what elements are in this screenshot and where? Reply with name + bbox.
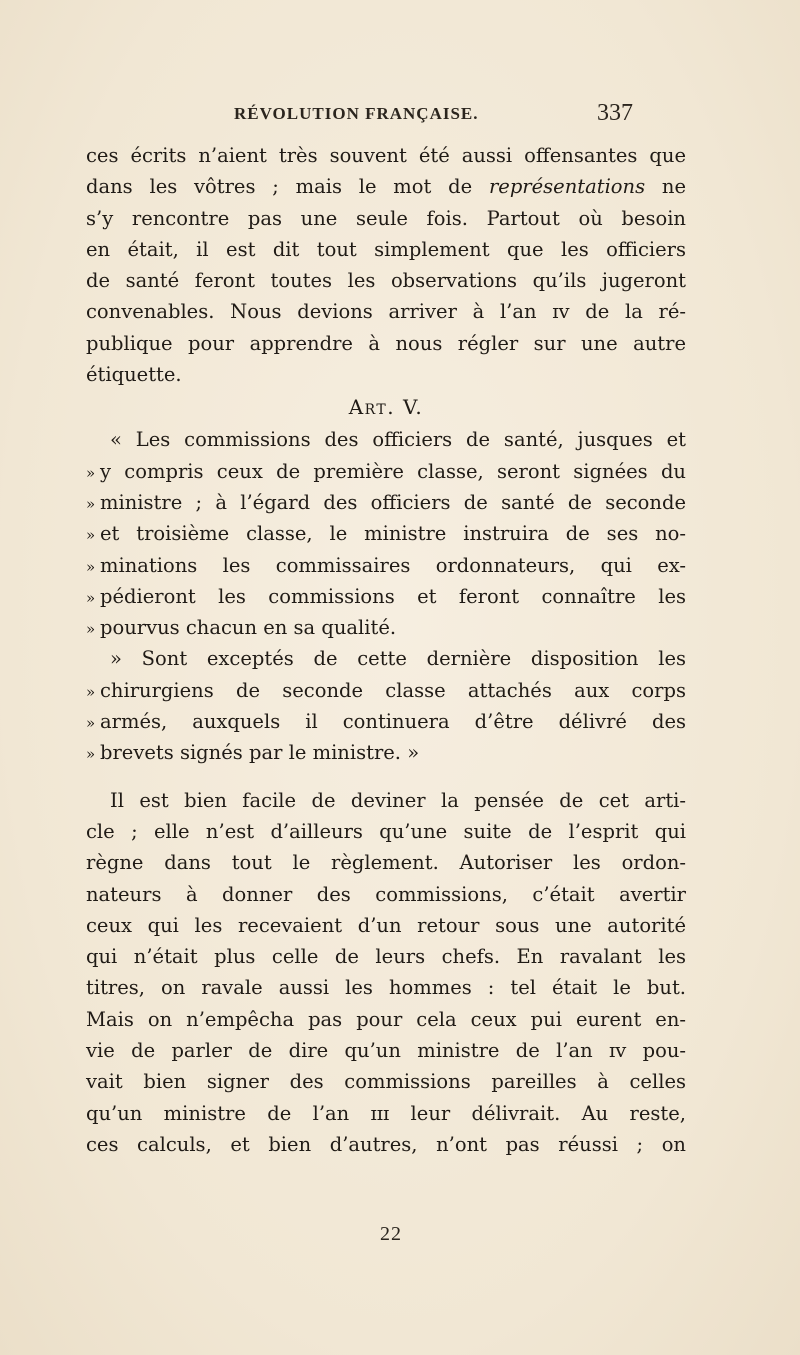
text-line — [86, 171, 686, 202]
text-line: nateurs à donner des commissions, c’était avertir — [86, 882, 686, 906]
text-line: cle ; elle n’est d’ailleurs qu’une suite de l’esprit qui — [86, 819, 686, 843]
quote-mark: » — [86, 588, 96, 607]
quote-line — [86, 518, 686, 549]
text-line: de santé feront toutes les observations qu’ils jugeront — [86, 269, 686, 293]
text-line: s’y rencontre pas une seule fois. Partout où besoin — [86, 206, 686, 230]
quote-line: » Sont exceptés de cette dernière disposition les — [110, 647, 686, 671]
quote-mark: » — [86, 463, 96, 482]
text-line: ces écrits n’aient très souvent été aussi offensantes que — [86, 144, 686, 167]
text-fragment: ne — [645, 175, 686, 199]
quote-line: « Les commissions des officiers de santé, jusques et — [110, 428, 686, 452]
quote-mark: » — [86, 745, 96, 764]
quote-mark: » — [86, 714, 96, 733]
quote-text: chirurgiens de seconde classe attachés aux corps — [100, 678, 686, 702]
text-line: ceux qui les recevaient d’un retour sous une autorité — [86, 913, 686, 937]
quote-line — [86, 550, 686, 581]
text-line: vie de parler de dire qu’un ministre de l’an ɪv pou- — [86, 1039, 686, 1063]
page-header — [100, 100, 700, 134]
quote-text: pédieront les commissions et feront connaître les — [100, 584, 686, 608]
text-line: qui n’était plus celle de leurs chefs. En ravalant les — [86, 945, 686, 969]
quote-text: et troisième classe, le ministre instruira de ses no- — [100, 522, 686, 546]
quote-text: ministre ; à l’égard des officiers de santé de seconde — [100, 490, 686, 514]
quote-line — [86, 456, 686, 487]
text-line: étiquette. — [86, 363, 182, 387]
quote-mark: » — [86, 620, 96, 639]
quote-line — [86, 737, 686, 768]
italic-word: représentations — [488, 175, 646, 199]
printer-signature-mark: 22 — [380, 1223, 402, 1245]
quote-mark: » — [86, 557, 96, 576]
body-text — [86, 140, 686, 1160]
quote-text: armés, auxquels il continuera d’être délivré des — [100, 710, 686, 734]
text-fragment: dans les vôtres ; mais le mot de — [86, 175, 489, 199]
text-line: Mais on n’empêcha pas pour cela ceux pui eurent en- — [86, 1007, 686, 1031]
quote-line — [86, 581, 686, 612]
text-line: convenables. Nous devions arriver à l’an ɪv de la ré- — [86, 300, 686, 324]
text-line: ces calculs, et bien d’autres, n’ont pas réussi ; on — [86, 1132, 686, 1156]
quote-mark: » — [86, 494, 96, 513]
quote-mark: » — [86, 526, 96, 545]
quote-text: pourvus chacun en sa qualité. — [100, 616, 397, 640]
paragraph-gap — [86, 769, 686, 785]
quote-line — [86, 706, 686, 737]
text-line: titres, on ravale aussi les hommes : tel était le but. — [86, 976, 686, 1000]
quote-line — [86, 487, 686, 518]
text-line: qu’un ministre de l’an ɪɪɪ leur délivrait. Au reste, — [86, 1101, 686, 1125]
article-heading: Art. V. — [348, 395, 424, 420]
text-line: en était, il est dit tout simplement que les officiers — [86, 237, 686, 261]
quote-text: minations les commissaires ordonnateurs, qui ex- — [100, 553, 686, 577]
quote-text: y compris ceux de première classe, seront signées du — [100, 459, 686, 483]
page-number: 337 — [597, 100, 633, 126]
text-line: Il est bien facile de deviner la pensée de cet arti- — [110, 788, 686, 812]
text-line: vait bien signer des commissions pareilles à celles — [86, 1070, 686, 1094]
running-title: RÉVOLUTION FRANÇAISE. — [234, 104, 479, 123]
quote-mark: » — [86, 682, 96, 701]
quote-line — [86, 675, 686, 706]
quote-text: brevets signés par le ministre. » — [100, 741, 420, 765]
text-line: publique pour apprendre à nous régler sur une autre — [86, 331, 686, 355]
text-line: règne dans tout le règlement. Autoriser les ordon- — [86, 851, 686, 875]
quote-line — [86, 612, 686, 643]
